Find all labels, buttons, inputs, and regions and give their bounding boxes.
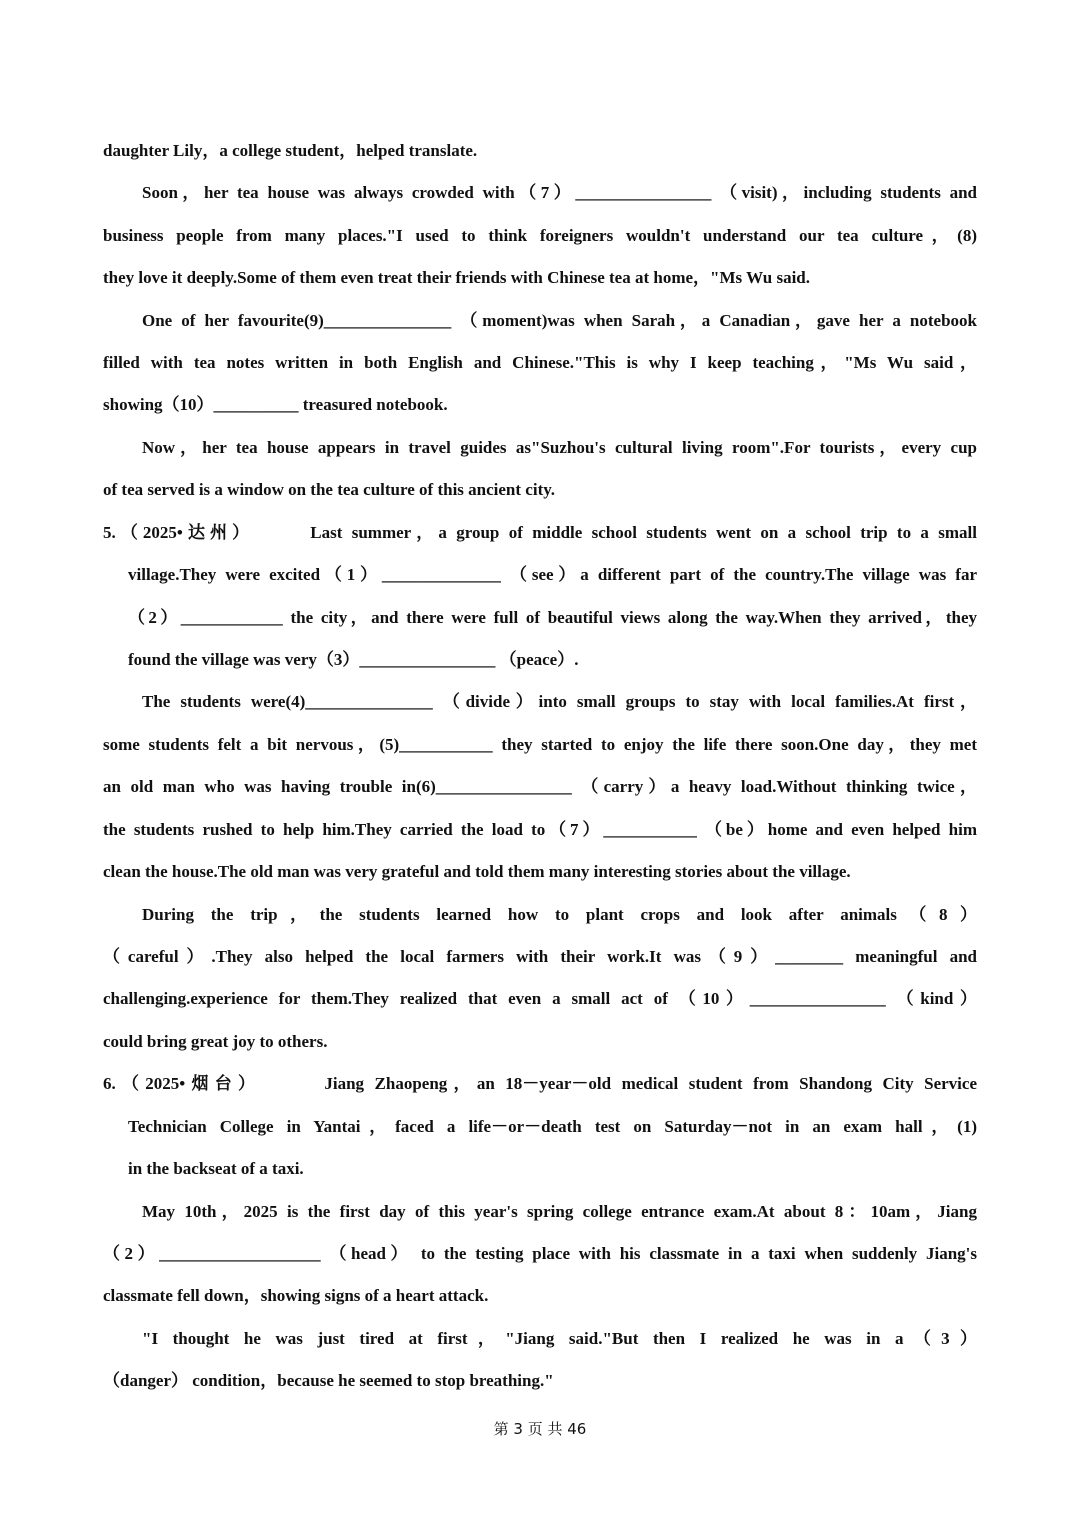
text-line: could bring great joy to others. [103,1032,328,1051]
text-line: challenging.experience for them.They realized that even a small act of （10）________________ （kind） [103,989,977,1008]
text-line: Soon，her tea house was always crowded with（7）________________ （visit)，including students and [142,183,977,202]
text-line: clean the house.The old man was very grateful and told them many interesting stories about the village. [103,862,851,881]
text-line: （2）____________ the city，and there were full of beautiful views along the way.When they arrived，they [128,608,977,627]
text-line: the students rushed to help him.They carried the load to（7）___________ （be）home and even helped him [103,820,977,839]
text-line: filled with tea notes written in both English and Chinese."This is why I keep teaching，"Ms Wu said， [103,353,977,372]
page-footer: 第 3 页 共 46 [493,1420,587,1438]
text-line: classmate fell down，showing signs of a heart attack. [103,1286,489,1305]
text-line: some students felt a bit nervous，(5)___________ they started to enjoy the life there soon.One day，they met [103,735,977,754]
text-line: village.They were excited（1）______________ （see）a different part of the country.The village was far [128,565,977,584]
text-line: During the trip，the students learned how to plant crops and look after animals（8） [142,905,977,924]
text-line: showing（10）__________ treasured notebook. [103,395,448,414]
text-line: an old man who was having trouble in(6)________________ （carry）a heavy load.Without thinking twice， [103,777,977,796]
question-heading: 5.（2025•达州） Last summer，a group of middle school students went on a school trip to a small [103,523,977,542]
text-line: The students were(4)_______________ （divide）into small groups to stay with local families.At first， [142,692,977,711]
text-line: business people from many places."I used to think foreigners wouldn't understand our tea culture，(8) [103,226,977,245]
text-line: Now，her tea house appears in travel guides as"Suzhou's cultural living room".For tourists，every cup [142,438,977,457]
text-line: daughter Lily，a college student，helped translate. [103,141,478,160]
question-heading: 6.（2025•烟台） Jiang Zhaopeng，an 18－year－old medical student from Shandong City Service [103,1074,977,1093]
text-line: May 10th，2025 is the first day of this year's spring college entrance exam.At about 8：10am，Jiang [142,1202,977,1221]
text-line: of tea served is a window on the tea culture of this ancient city. [103,480,556,499]
text-line: （careful）.They also helped the local farmers with their work.It was（9）________ meaningful and [103,947,977,966]
text-line: （2）___________________ （head） to the testing place with his classmate in a taxi when suddenly Jiang's [103,1244,977,1263]
text-line: they love it deeply.Some of them even treat their friends with Chinese tea at home，"Ms Wu said. [103,268,811,287]
text-line: "I thought he was just tired at first，"Jiang said."But then I realized he was in a（3） [142,1329,977,1348]
text-line: Technician College in Yantai，faced a life－or－death test on Saturday－not in an exam hall，(1) [128,1117,977,1136]
text-line: found the village was very（3）________________ （peace）. [128,650,579,669]
text-line: in the backseat of a taxi. [128,1159,304,1178]
text-line: One of her favourite(9)_______________ （moment)was when Sarah，a Canadian，gave her a notebook [142,311,977,330]
text-line: （danger） condition，because he seemed to stop breathing." [103,1371,554,1390]
